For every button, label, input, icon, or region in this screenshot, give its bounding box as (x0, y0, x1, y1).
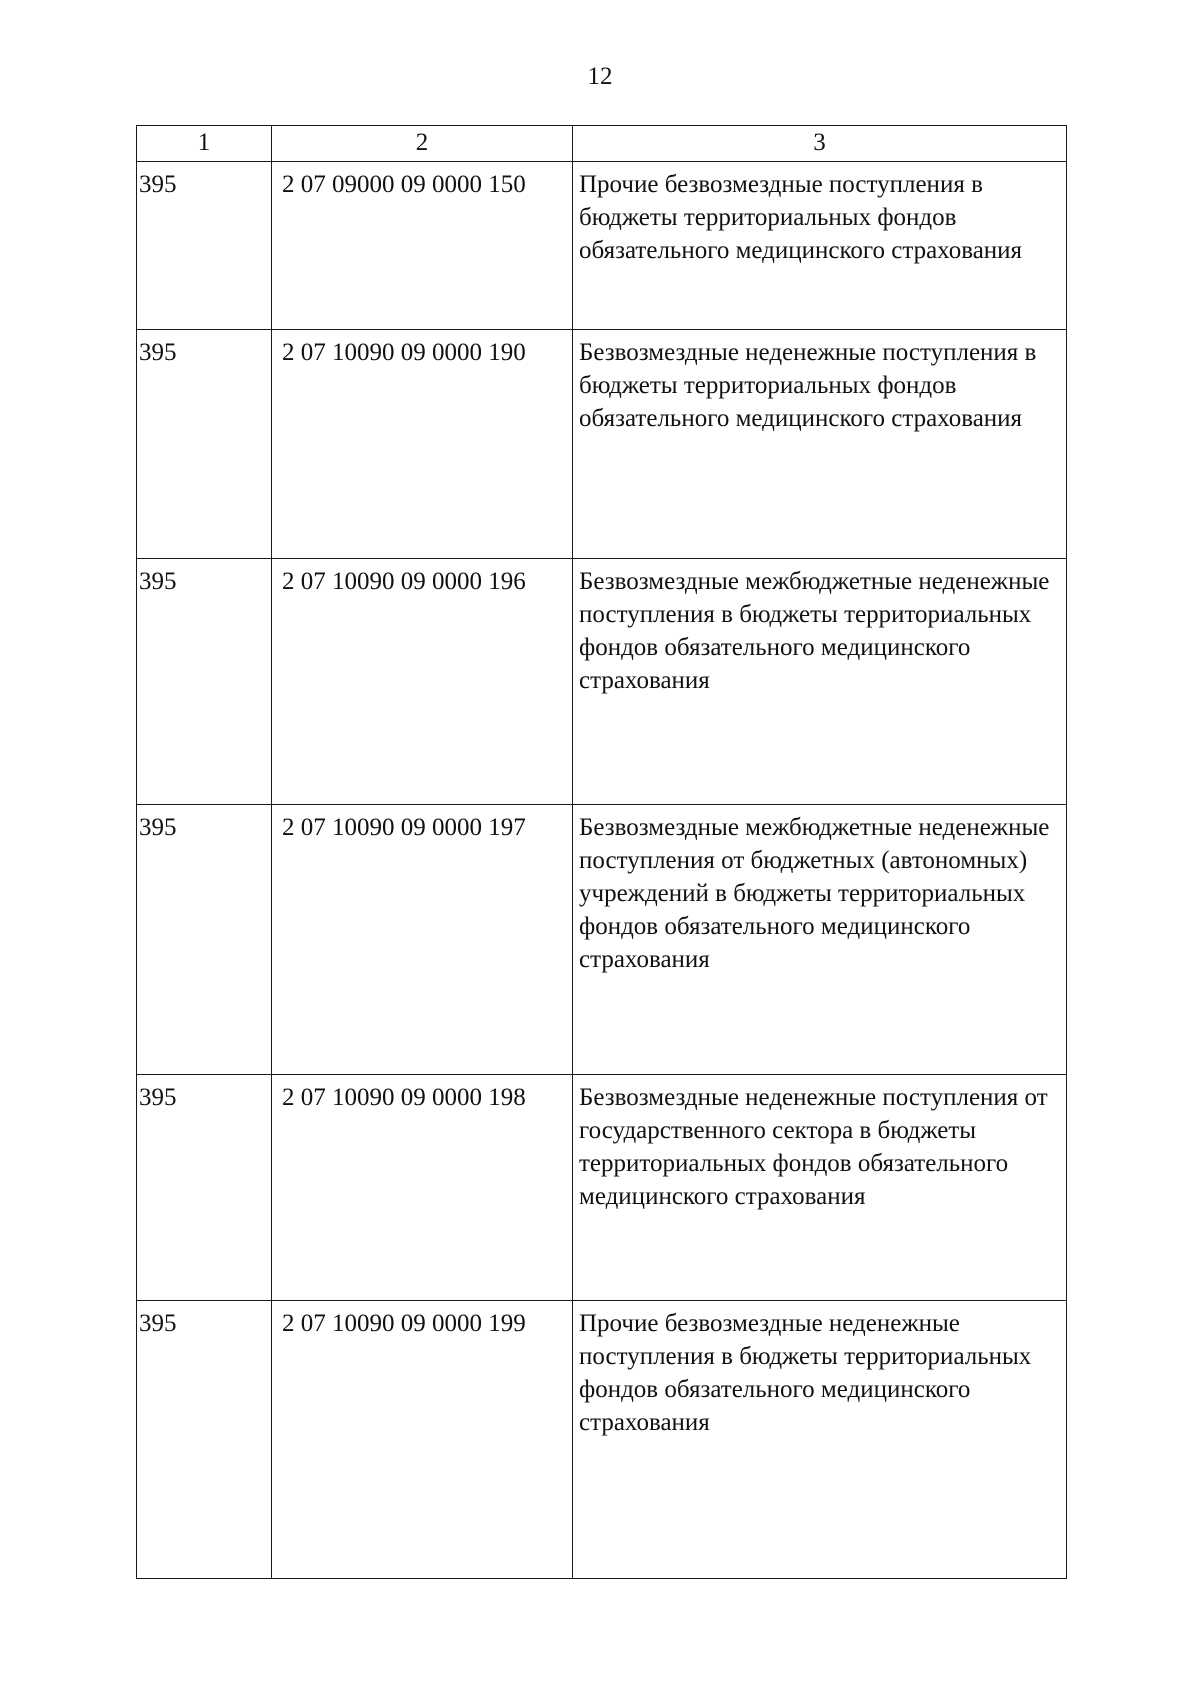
kbk-code-cell: 2 07 09000 09 0000 150 (272, 162, 573, 330)
table-row (137, 330, 1067, 559)
admin-code-cell: 395 (137, 1301, 272, 1579)
header-col-1: 1 (137, 126, 272, 162)
table-header (137, 126, 1067, 162)
kbk-code-cell: 2 07 10090 09 0000 196 (272, 559, 573, 805)
admin-code-cell: 395 (137, 559, 272, 805)
revenue-name-cell: Безвозмездные межбюджетные неденежные поступления от бюджетных (автономных) учреждений в бюджеты территориальных фондов обязательного медицинского страхования (573, 805, 1067, 1075)
table-row (137, 805, 1067, 1075)
table-row (137, 162, 1067, 330)
admin-code-cell: 395 (137, 1075, 272, 1301)
revenue-name-cell: Безвозмездные неденежные поступления в бюджеты территориальных фондов обязательного медицинского страхования (573, 330, 1067, 559)
revenue-name-cell: Прочие безвозмездные неденежные поступления в бюджеты территориальных фондов обязательного медицинского страхования (573, 1301, 1067, 1579)
revenue-codes-table (136, 125, 1067, 1579)
table-row (137, 1301, 1067, 1579)
revenue-name-cell: Безвозмездные межбюджетные неденежные поступления в бюджеты территориальных фондов обязательного медицинского страхования (573, 559, 1067, 805)
table-row (137, 559, 1067, 805)
revenue-name-cell: Безвозмездные неденежные поступления от государственного сектора в бюджеты территориальных фондов обязательного медицинского страхования (573, 1075, 1067, 1301)
revenue-name-cell: Прочие безвозмездные поступления в бюджеты территориальных фондов обязательного медицинского страхования (573, 162, 1067, 330)
admin-code-cell: 395 (137, 330, 272, 559)
header-row (137, 126, 1067, 162)
table-row (137, 1075, 1067, 1301)
admin-code-cell: 395 (137, 162, 272, 330)
kbk-code-cell: 2 07 10090 09 0000 190 (272, 330, 573, 559)
table-body (137, 162, 1067, 1579)
page-number: 12 (587, 63, 613, 90)
kbk-code-cell: 2 07 10090 09 0000 198 (272, 1075, 573, 1301)
header-col-2: 2 (272, 126, 573, 162)
header-col-3: 3 (573, 126, 1067, 162)
admin-code-cell: 395 (137, 805, 272, 1075)
kbk-code-cell: 2 07 10090 09 0000 197 (272, 805, 573, 1075)
kbk-code-cell: 2 07 10090 09 0000 199 (272, 1301, 573, 1579)
